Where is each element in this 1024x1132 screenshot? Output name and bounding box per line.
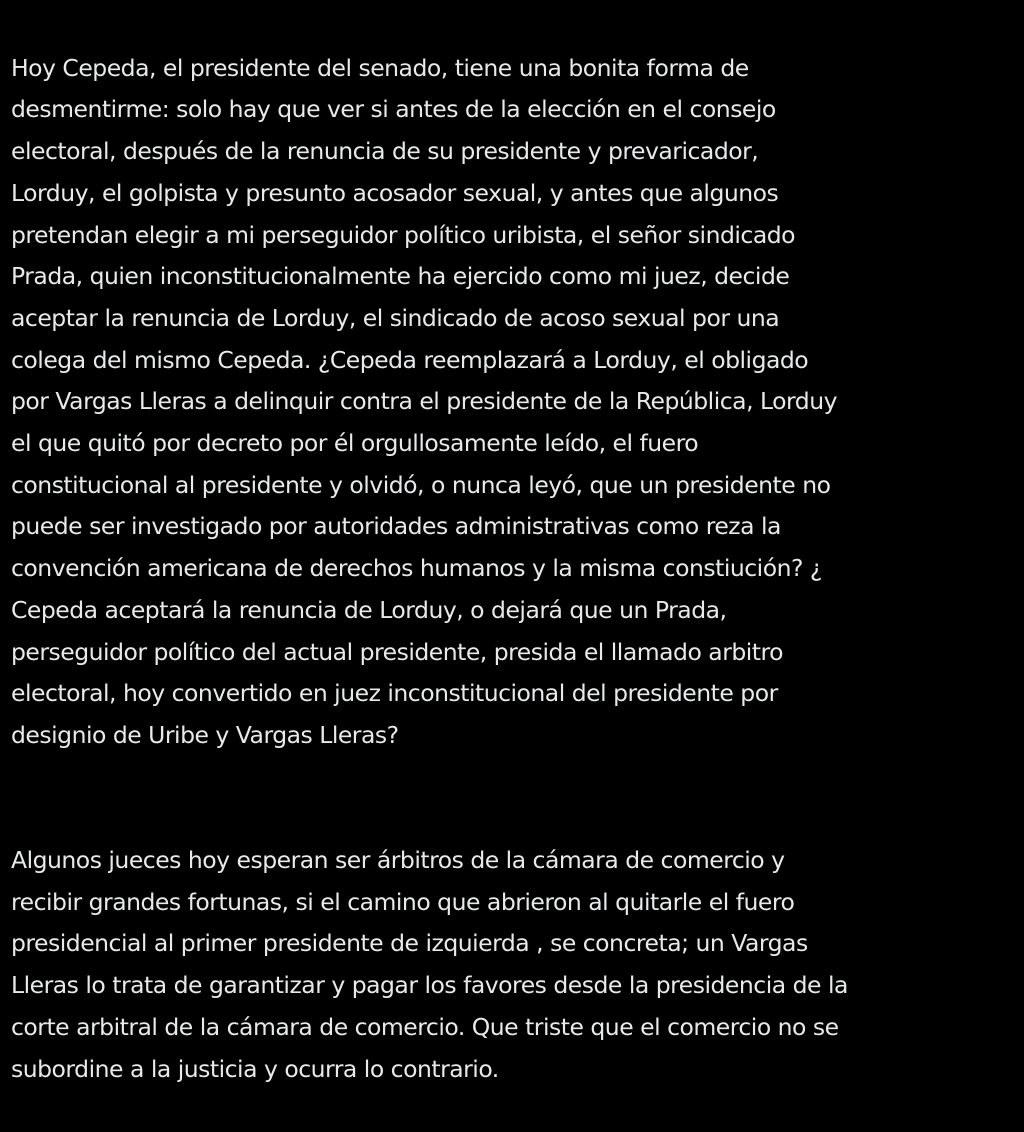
post-text xyxy=(11,6,1021,1132)
post-paragraph-2: Algunos jueces hoy esperan ser árbitros de la cámara de comercio y recibir grandes fortunas, si el camino que abrieron al quitarle el fuero presidencial al primer presidente de izquierda , se concreta; un Vargas Lleras lo trata de garantizar y pagar los favores desde la presidencia de la corte arbitral de la cámara de comercio. Que triste que el comercio no se subordine a la justicia y ocurra lo contrario. xyxy=(11,846,848,1083)
post-paragraph-1: Hoy Cepeda, el presidente del senado, tiene una bonita forma de desmentirme: solo hay que ver si antes de la elección en el consejo electoral, después de la renuncia de su presidente y prevaricador, Lorduy, el golpista y presunto acosador sexual, y antes que algunos pretendan elegir a mi perseguidor político uribista, el señor sindicado Prada, quien inconstitucionalmente ha ejercido como mi juez, decide aceptar la renuncia de Lorduy, el sindicado de acoso sexual por una colega del mismo Cepeda. ¿Cepeda reemplazará a Lorduy, el obligado por Vargas Lleras a delinquir contra el presidente de la República, Lorduy el que quitó por decreto por él orgullosamente leído, el fuero constitucional al presidente y olvidó, o nunca leyó, que un presidente no puede ser investigado por autoridades administrativas como reza la convención americana de derechos humanos y la misma constiución? ¿ Cepeda aceptará la renuncia de Lorduy, o dejará que un Prada, perseguidor político del actual presidente, presida el llamado arbitro electoral, hoy convertido en juez inconstitucional del presidente por designio de Uribe y Vargas Lleras? xyxy=(11,53,838,749)
